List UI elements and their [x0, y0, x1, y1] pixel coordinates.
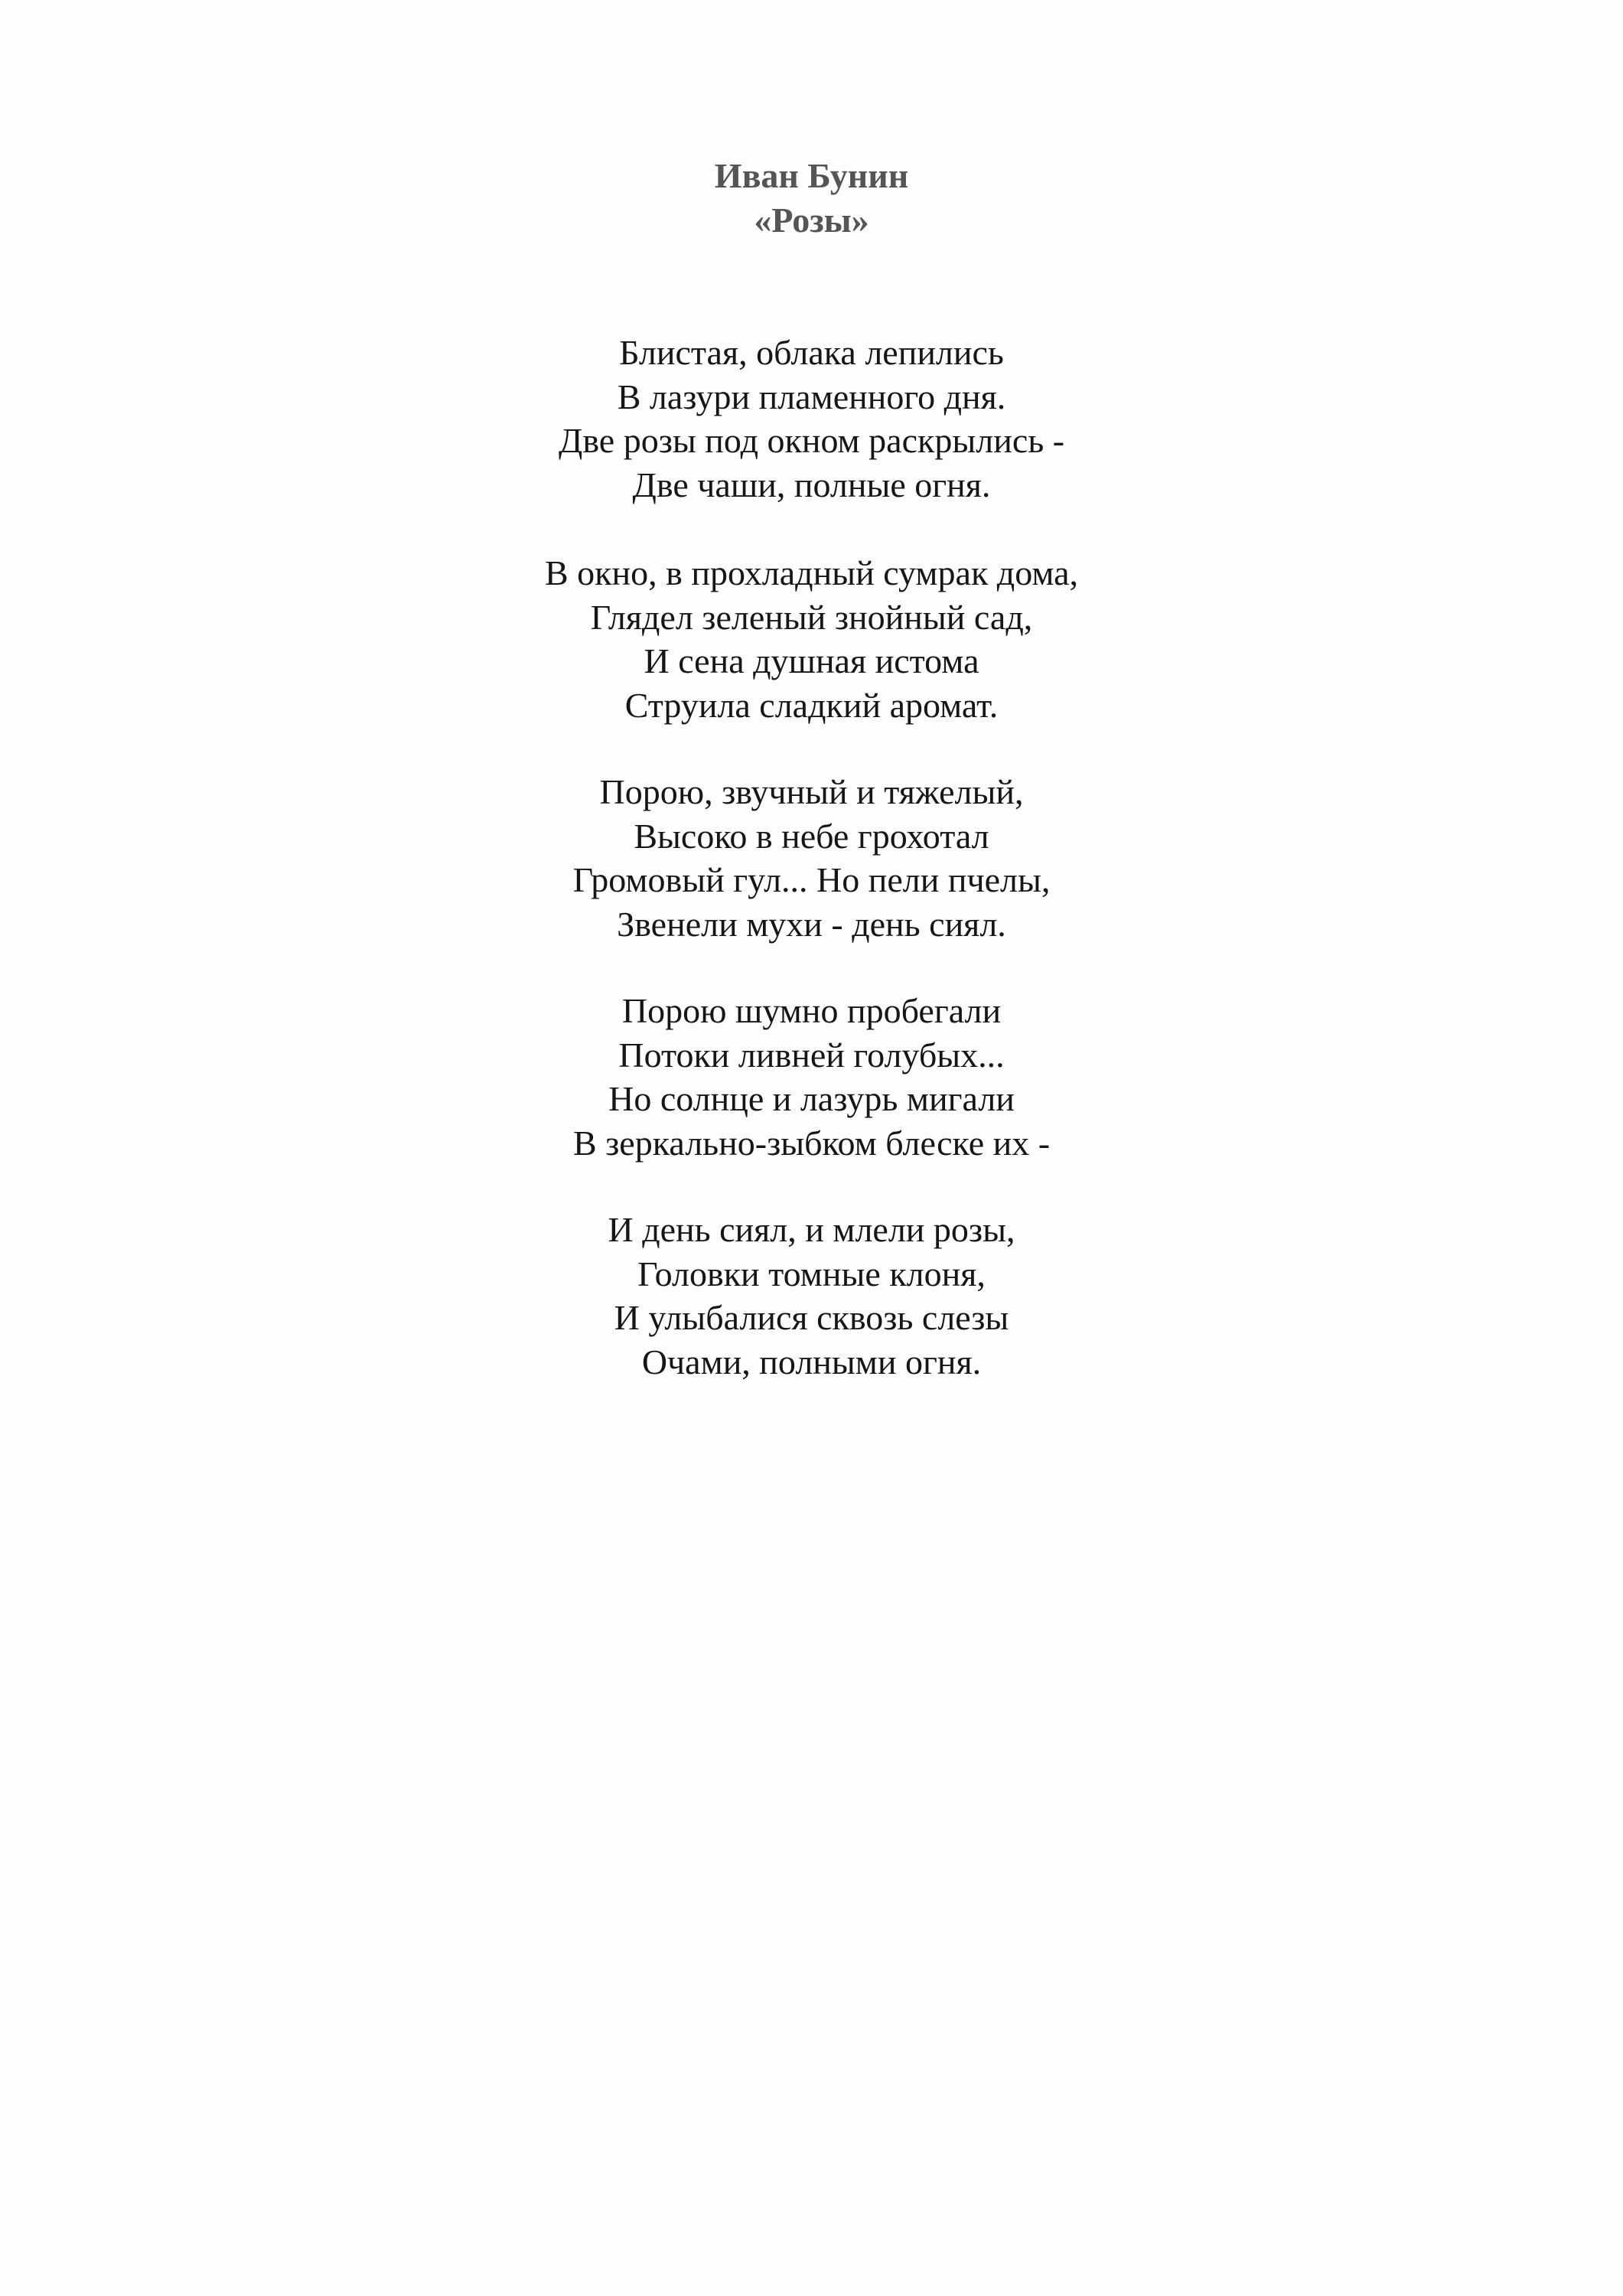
poem-line: В окно, в прохладный сумрак дома, — [544, 553, 1079, 592]
poem-line: Струила сладкий аромат. — [624, 685, 999, 725]
poem-line: Две чаши, полные огня. — [632, 465, 991, 504]
stanza-4 — [0, 989, 1623, 1165]
poem-line: В зеркально-зыбком блеске их - — [572, 1123, 1051, 1163]
poem-line: Головки томные клоня, — [637, 1254, 986, 1293]
poem-line: Громовый гул... Но пели пчелы, — [572, 860, 1051, 899]
poem-title: «Розы» — [754, 201, 869, 240]
stanza-2 — [0, 551, 1623, 727]
poem-line: И сена душная истома — [644, 641, 979, 680]
poem-line: Но солнце и лазурь мигали — [608, 1079, 1015, 1118]
poem-line: Потоки ливней голубых... — [618, 1035, 1005, 1075]
poem-line: Высоко в небе грохотал — [634, 816, 989, 856]
poem-line: Блистая, облака лепились — [619, 333, 1004, 372]
poem-line: В лазури пламенного дня. — [617, 377, 1006, 416]
poem-line: Глядел зеленый знойный сад, — [590, 597, 1033, 637]
poem-line: И улыбалися сквозь слезы — [614, 1298, 1009, 1337]
poem-line: Две розы под окном раскрылись - — [558, 421, 1065, 460]
stanza-1 — [0, 331, 1623, 507]
stanza-3 — [0, 770, 1623, 946]
poem-author: Иван Бунин — [714, 156, 909, 195]
poem-line: И день сиял, и млели розы, — [608, 1210, 1015, 1249]
stanza-5 — [0, 1208, 1623, 1384]
poem-line: Звенели мухи - день сиял. — [617, 904, 1006, 944]
poem-line: Очами, полными огня. — [641, 1342, 982, 1381]
poem-line: Порою, звучный и тяжелый, — [599, 772, 1024, 811]
poem-line: Порою шумно пробегали — [621, 991, 1002, 1030]
